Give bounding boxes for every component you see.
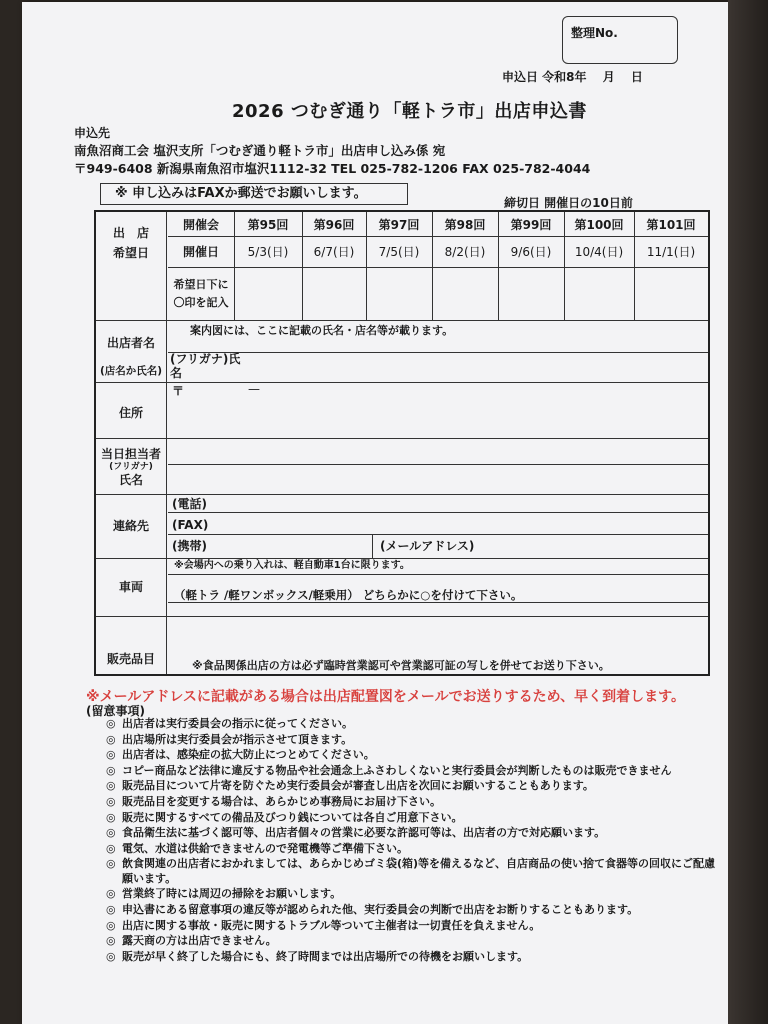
table-divider xyxy=(168,236,708,237)
application-form-sheet xyxy=(22,2,728,1024)
note-bullet: ◎ xyxy=(106,918,116,932)
reference-number-box xyxy=(562,16,678,64)
note-item xyxy=(106,794,726,810)
note-item xyxy=(106,732,726,748)
note-bullet: ◎ xyxy=(106,810,116,824)
table-divider xyxy=(166,212,167,674)
staff-label: 当日担当者 (フリガナ) 氏名 xyxy=(100,447,161,487)
note-bullet: ◎ xyxy=(106,794,116,808)
date-row-label: 開催日 xyxy=(182,245,219,259)
table-divider xyxy=(96,382,708,383)
note-item xyxy=(106,933,726,949)
date-mark-cell[interactable] xyxy=(498,270,564,318)
note-text: 露天商の方は出店できません。 xyxy=(122,934,277,948)
deadline: 締切日 開催日の10日前 xyxy=(504,196,633,210)
note-text: 飲食関連の出店者におかれましては、あらかじめゴミ袋(箱)等を備えるなど、自店商品の使い捨て食器等の回収にご配慮願います。 xyxy=(122,857,716,886)
note-text: 販売に関するすべての備品及びつり銭については各自ご用意下さい。 xyxy=(122,810,463,824)
addressee-line: 南魚沼商工会 塩沢支所「つむぎ通り軽トラ市」出店申し込み係 宛 xyxy=(74,143,446,158)
table-divider xyxy=(168,602,708,603)
postal-dash: — xyxy=(248,382,260,396)
note-text: 販売が早く終了した場合にも、終了時間までは出店場所での待機をお願いします。 xyxy=(122,949,529,963)
note-item xyxy=(106,949,726,965)
note-bullet: ◎ xyxy=(106,717,116,730)
exhibitor-label: 出店者名 xyxy=(106,336,155,350)
session-number: 第97回 xyxy=(378,218,420,232)
table-divider xyxy=(96,494,708,495)
note-text: 食品衛生法に基づく認可等、出店者個々の営業に必要な許認可等は、出店者の方で対応願います。 xyxy=(122,826,606,840)
note-text: 販売品目について片寄を防ぐため実行委員会が審査し出店を次回にお願いすることもあります。 xyxy=(122,779,594,793)
table-divider xyxy=(168,267,708,268)
session-date: 5/3(日) xyxy=(247,245,289,259)
mobile-field[interactable]: (携帯) xyxy=(172,539,207,553)
note-item xyxy=(106,856,726,886)
products-note: ※食品関係出店の方は必ず臨時営業認可や営業認可証の写しを併せてお送り下さい。 xyxy=(192,659,610,672)
date-mark-cell[interactable] xyxy=(564,270,634,318)
exhibitor-sublabel: (店名か氏名) xyxy=(99,365,163,377)
email-field[interactable]: (メールアドレス) xyxy=(380,539,475,553)
vehicle-note: ※会場内への乗り入れは、軽自動車1台に限ります。 xyxy=(174,560,410,571)
note-text: 出店者は実行委員会の指示に従ってください。 xyxy=(122,717,353,730)
note-bullet: ◎ xyxy=(106,748,116,762)
reference-number-label: 整理No. xyxy=(571,26,618,40)
note-text: 申込書にある留意事項の違反等が認められた他、実行委員会の判断で出店をお断りすることもあります。 xyxy=(122,902,639,916)
note-text: 電気、水道は供給できませんので発電機等ご準備下さい。 xyxy=(122,841,408,855)
note-item xyxy=(106,778,726,794)
note-item xyxy=(106,825,726,841)
session-date: 8/2(日) xyxy=(444,245,486,259)
note-bullet: ◎ xyxy=(106,902,116,916)
note-text: 販売品目を変更する場合は、あらかじめ事務局にお届け下さい。 xyxy=(122,794,441,808)
session-date: 11/1(日) xyxy=(646,245,696,259)
session-number: 第100回 xyxy=(574,218,624,232)
address-label: 住所 xyxy=(118,406,143,420)
exhibitor-note: 案内図には、ここに記載の氏名・店名等が載ります。 xyxy=(190,324,454,337)
phone-field[interactable]: (電話) xyxy=(172,497,207,511)
contact-line: 〒949-6408 新潟県南魚沼市塩沢1112-32 TEL 025-782-1206 FAX 025-782-4044 xyxy=(74,161,591,176)
note-bullet: ◎ xyxy=(106,826,116,840)
note-bullet: ◎ xyxy=(106,841,116,855)
note-item xyxy=(106,747,726,763)
note-item xyxy=(106,902,726,918)
session-number: 第99回 xyxy=(510,218,552,232)
note-bullet: ◎ xyxy=(106,857,116,871)
table-divider xyxy=(168,512,708,513)
notes-heading: (留意事項) xyxy=(86,704,145,718)
note-text: 出店に関する事故・販売に関するトラブル等ついて主催者は一切責任を負えません。 xyxy=(122,918,541,932)
date-mark-cell[interactable] xyxy=(634,270,708,318)
products-label: 販売品目 xyxy=(106,652,155,666)
vehicle-choice[interactable]: （軽トラ /軽ワンボックス/軽乗用） どちらかに○を付けて下さい。 xyxy=(174,588,523,602)
fax-field[interactable]: (FAX) xyxy=(172,518,209,532)
table-divider xyxy=(96,616,708,617)
note-item xyxy=(106,763,726,779)
table-divider xyxy=(96,320,708,321)
table-divider xyxy=(168,574,708,575)
mark-instruction: 希望日下に 〇印を記入 xyxy=(173,278,229,309)
session-date: 10/4(日) xyxy=(574,245,624,259)
note-text: 出店者は、感染症の拡大防止につとめてください。 xyxy=(122,748,375,762)
date-mark-cell[interactable] xyxy=(432,270,498,318)
contact-label: 連絡先 xyxy=(112,519,149,533)
page-title: 2026 つむぎ通り「軽トラ市」出店申込書 xyxy=(232,101,587,122)
desired-date-label: 出 店 希望日 xyxy=(112,226,149,260)
note-item xyxy=(106,886,726,902)
table-divider xyxy=(96,438,708,439)
date-mark-cell[interactable] xyxy=(366,270,432,318)
session-row-label: 開催会 xyxy=(182,218,219,232)
application-table xyxy=(94,210,710,676)
session-date: 9/6(日) xyxy=(510,245,552,259)
note-item xyxy=(106,810,726,826)
note-bullet: ◎ xyxy=(106,779,116,793)
table-divider xyxy=(168,352,708,353)
note-item xyxy=(106,841,726,857)
postal-mark: 〒 xyxy=(172,384,185,398)
note-text: 営業終了時には周辺の掃除をお願いします。 xyxy=(122,887,342,901)
note-bullet: ◎ xyxy=(106,934,116,948)
addressee-label: 申込先 xyxy=(74,126,111,140)
note-item xyxy=(106,918,726,934)
session-number: 第96回 xyxy=(313,218,355,232)
note-item xyxy=(106,716,726,732)
session-number: 第101回 xyxy=(646,218,696,232)
note-bullet: ◎ xyxy=(106,763,116,777)
name-label: 名 xyxy=(170,366,183,380)
note-bullet: ◎ xyxy=(106,887,116,901)
vehicle-label: 車両 xyxy=(118,580,143,594)
submission-notice xyxy=(100,183,408,205)
table-divider xyxy=(372,534,373,558)
application-date: 申込日 令和8年 月 日 xyxy=(502,70,643,84)
note-bullet: ◎ xyxy=(106,732,116,746)
desk-background xyxy=(728,0,768,1024)
note-bullet: ◎ xyxy=(106,949,116,963)
session-number: 第95回 xyxy=(247,218,289,232)
session-number: 第98回 xyxy=(444,218,486,232)
session-date: 7/5(日) xyxy=(378,245,420,259)
session-date: 6/7(日) xyxy=(313,245,355,259)
date-mark-cell[interactable] xyxy=(234,270,302,318)
furigana-label: (フリガナ)氏 xyxy=(170,352,241,366)
submission-notice-text: ※ 申し込みはFAXか郵送でお願いします。 xyxy=(115,186,367,201)
date-mark-cell[interactable] xyxy=(302,270,366,318)
table-divider xyxy=(168,534,708,535)
table-divider xyxy=(168,464,708,465)
note-text: 出店場所は実行委員会が指示させて頂きます。 xyxy=(122,732,353,746)
notes-list xyxy=(106,716,726,964)
email-notice: ※メールアドレスに記載がある場合は出店配置図をメールでお送りするため、早く到着します。 xyxy=(86,689,685,705)
note-text: コピー商品など法律に違反する物品や社会通念上ふさわしくないと実行委員会が判断したものは販売できません xyxy=(122,763,672,777)
